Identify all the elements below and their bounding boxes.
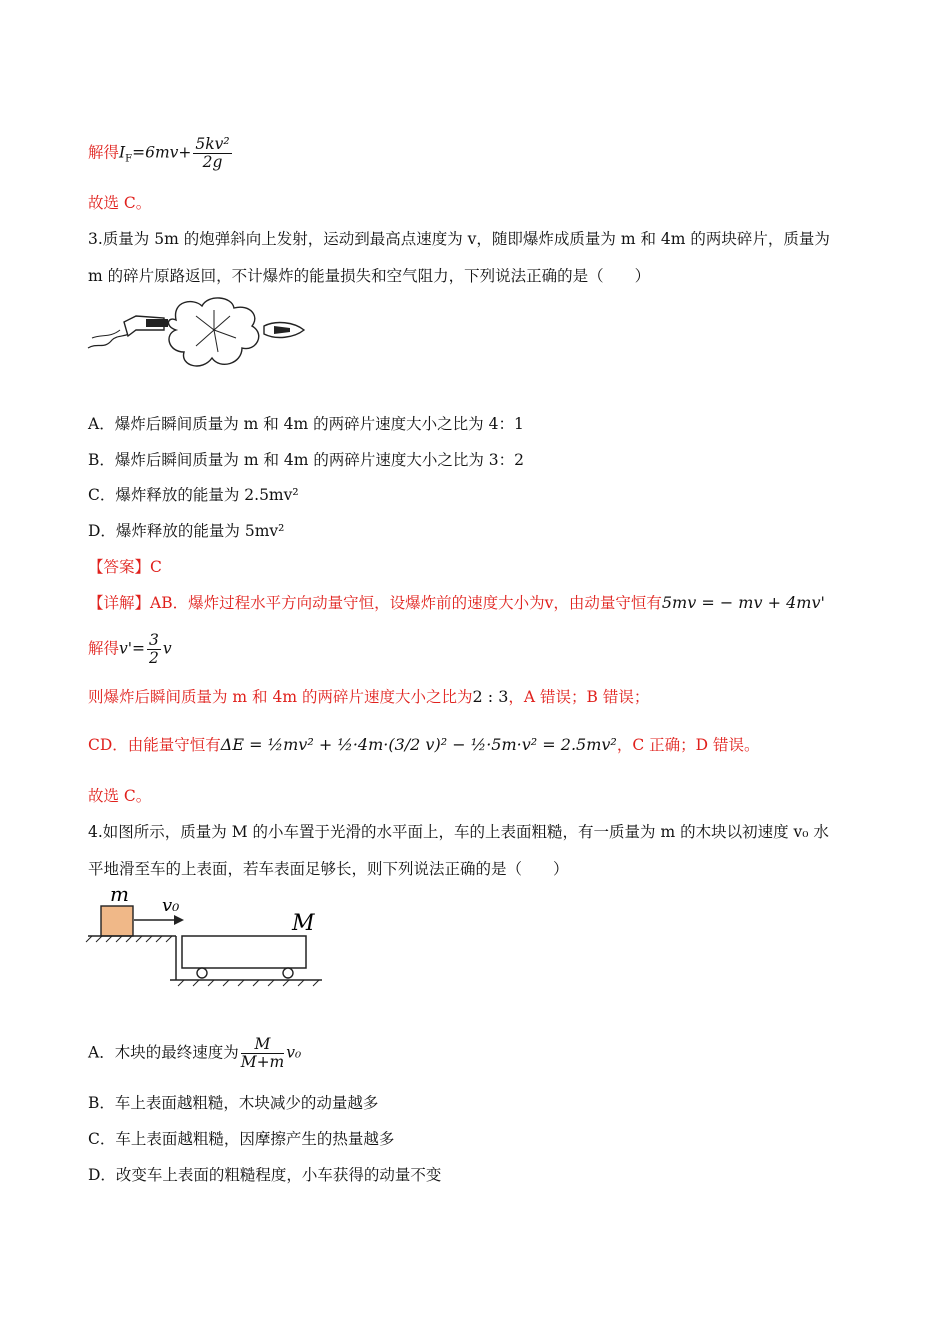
fig-v0-label: v₀: [162, 895, 180, 916]
q4-option-a-text: A．木块的最终速度为: [88, 1043, 239, 1062]
vprime-num: 3: [149, 631, 159, 649]
q4-option-c: C．车上表面越粗糙，因摩擦产生的热量越多: [88, 1130, 395, 1148]
energy-prefix: CD．由能量守恒有: [88, 736, 221, 754]
vprime-tail: v: [162, 639, 172, 658]
vprime-fraction: [147, 632, 161, 667]
q4-option-d: D．改变车上表面的粗糙程度，小车获得的动量不变: [88, 1166, 442, 1184]
q4-line2: 平地滑至车的上表面，若车表面足够长，则下列说法正确的是（ ）: [88, 860, 569, 878]
q3-line2: m 的碎片原路返回，不计爆炸的能量损失和空气阻力，下列说法正确的是（ ）: [88, 267, 651, 285]
vprime-den: 2: [149, 649, 159, 668]
impulse-fraction: [193, 136, 231, 171]
impulse-num: 5kv²: [195, 135, 230, 153]
q4-option-b: B．车上表面越粗糙，木块减少的动量越多: [88, 1094, 379, 1112]
q4-option-a: [88, 1036, 301, 1071]
energy-equation: ΔE = ½mv² + ½·4m·(3/2 v)² − ½·5m·v² = 2.5mv²: [220, 735, 617, 754]
final-speed-fraction: [241, 1036, 285, 1071]
solve-prefix: 解得: [88, 143, 120, 162]
q3-solve-v: [88, 632, 172, 667]
q3-line1: 3.质量为 5m 的炮弹斜向上发射，运动到最高点速度为 v，随即爆炸成质量为 m 和 4m 的两块碎片，质量为: [88, 230, 830, 248]
q3-ratio-line: [88, 685, 649, 707]
explosion-figure: [84, 290, 309, 380]
fig-M-label: M: [292, 911, 315, 936]
final-speed-den: M+m: [240, 1053, 285, 1072]
cart-figure: [84, 884, 329, 990]
impulse-eq: =6mv+: [132, 143, 192, 162]
impulse-symbol: I: [119, 143, 126, 162]
q4-line1: 4.如图所示，质量为 M 的小车置于光滑的水平面上，车的上表面粗糙，有一质量为 m 的木块以初速度 v₀ 水: [88, 823, 829, 841]
final-speed-v0: v₀: [286, 1043, 302, 1062]
q3-option-a: A．爆炸后瞬间质量为 m 和 4m 的两碎片速度大小之比为 4：1: [88, 415, 524, 433]
q3-energy-line: [88, 733, 760, 755]
q3-option-d: D．爆炸释放的能量为 5mv²: [88, 522, 285, 540]
ratio-result: ，A 错误；B 错误；: [508, 688, 650, 706]
solve-prefix-2: 解得: [88, 639, 120, 658]
q3-answer: 【答案】C: [88, 558, 162, 576]
fig-m-label: m: [110, 884, 129, 906]
q3-option-b: B．爆炸后瞬间质量为 m 和 4m 的两碎片速度大小之比为 3：2: [88, 451, 525, 469]
solve-line-top: [88, 136, 234, 171]
impulse-subscript: F: [125, 153, 133, 165]
final-speed-num: M: [241, 1036, 285, 1054]
vprime-lhs: v'=: [119, 639, 146, 658]
momentum-equation: 5mv = − mv + 4mv': [661, 593, 825, 612]
energy-result: ，C 正确；D 错误。: [616, 736, 760, 754]
impulse-den: 2g: [202, 153, 223, 172]
q3-option-c: C．爆炸释放的能量为 2.5mv²: [88, 486, 299, 504]
q3-detail-ab: [88, 591, 825, 613]
ratio-text: 则爆炸后瞬间质量为 m 和 4m 的两碎片速度大小之比为: [88, 688, 473, 706]
q3-choose: 故选 C。: [88, 787, 152, 805]
detail-ab-text: 【详解】AB．爆炸过程水平方向动量守恒，设爆炸前的速度大小为v，由动量守恒有: [88, 594, 662, 612]
choose-top: 故选 C。: [88, 194, 152, 212]
ratio-value: 2 : 3: [472, 687, 509, 706]
